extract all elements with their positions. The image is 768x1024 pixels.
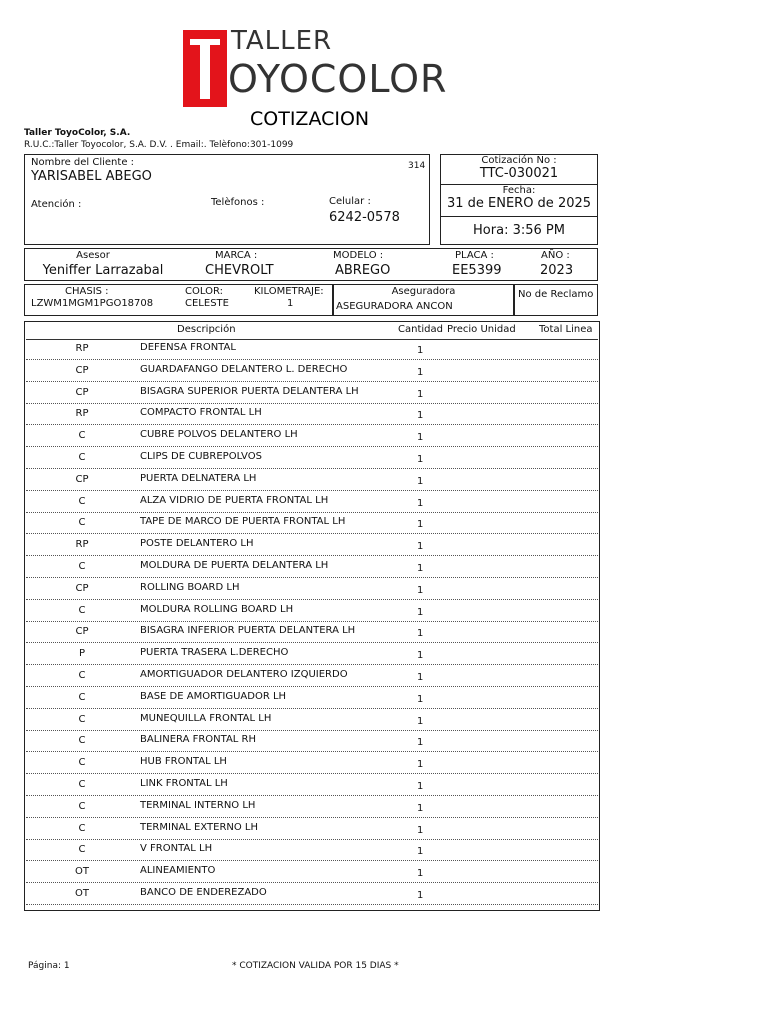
client-name: YARISABEL ABEGO xyxy=(31,169,152,184)
brand-label: MARCA : xyxy=(215,250,258,261)
item-code: C xyxy=(78,517,86,529)
advisor-value: Yeniffer Larrazabal xyxy=(42,263,164,278)
item-description: TERMINAL INTERNO LH xyxy=(140,799,256,811)
item-description: AMORTIGUADOR DELANTERO IZQUIERDO xyxy=(140,669,348,680)
model-label: MODELO : xyxy=(333,250,384,261)
cell-label: Celular : xyxy=(329,196,371,207)
item-quantity: 1 xyxy=(417,366,424,378)
plate-label: PLACA : xyxy=(455,250,494,261)
item-code: CP xyxy=(75,473,89,485)
km-value: 1 xyxy=(287,298,294,309)
col-header-total: Total Linea xyxy=(539,324,593,335)
row-divider xyxy=(26,381,598,382)
item-code: P xyxy=(78,648,86,660)
row-divider xyxy=(26,403,598,404)
client-code: 314 xyxy=(408,161,426,171)
year-value: 2023 xyxy=(540,263,574,278)
item-description: PUERTA DELNATERA LH xyxy=(140,472,257,484)
brand-value: CHEVROLT xyxy=(205,263,274,278)
item-quantity: 1 xyxy=(417,802,424,814)
item-description: ALINEAMIENTO xyxy=(140,865,216,877)
item-description: MUNEQUILLA FRONTAL LH xyxy=(140,712,272,724)
item-code: RP xyxy=(75,539,89,551)
item-code: C xyxy=(78,800,86,812)
item-description: CLIPS DE CUBREPOLVOS xyxy=(140,451,262,462)
row-divider xyxy=(26,555,598,556)
item-quantity: 1 xyxy=(417,890,424,901)
item-quantity: 1 xyxy=(417,693,424,705)
item-description: BASE DE AMORTIGUADOR LH xyxy=(140,690,287,702)
item-quantity: 1 xyxy=(417,345,424,356)
document-title: COTIZACION xyxy=(250,108,370,130)
item-quantity: 1 xyxy=(417,388,424,400)
item-description: CUBRE POLVOS DELANTERO LH xyxy=(140,429,298,441)
logo-taller-text: TALLER xyxy=(231,26,333,56)
item-description: DEFENSA FRONTAL xyxy=(140,342,236,353)
logo-name-text: OYOCOLOR xyxy=(228,57,448,101)
page-number: Página: 1 xyxy=(28,961,70,971)
item-code: CP xyxy=(75,626,89,638)
chassis-label: CHASIS : xyxy=(65,286,109,297)
client-box xyxy=(24,154,430,245)
item-description: V FRONTAL LH xyxy=(140,843,213,855)
row-divider xyxy=(26,424,598,425)
item-description: BISAGRA INFERIOR PUERTA DELANTERA LH xyxy=(140,625,356,637)
plate-value: EE5399 xyxy=(452,263,502,278)
item-code: C xyxy=(78,713,86,725)
item-code: OT xyxy=(75,888,89,899)
item-code: C xyxy=(78,822,86,834)
vehicle-box xyxy=(24,248,598,281)
item-description: COMPACTO FRONTAL LH xyxy=(140,407,262,419)
item-quantity: 1 xyxy=(417,497,424,509)
item-quantity: 1 xyxy=(417,584,424,596)
validity-note: * COTIZACION VALIDA POR 15 DIAS * xyxy=(232,961,399,971)
quote-number: TTC-030021 xyxy=(479,166,559,181)
model-value: ABREGO xyxy=(335,263,391,278)
item-code: C xyxy=(78,779,86,790)
row-divider xyxy=(26,730,598,731)
company-name: Taller ToyoColor, S.A. xyxy=(24,128,131,138)
color-value: CELESTE xyxy=(185,298,229,309)
item-description: TAPE DE MARCO DE PUERTA FRONTAL LH xyxy=(140,516,346,528)
item-quantity: 1 xyxy=(417,737,424,749)
item-code: CP xyxy=(75,386,89,398)
km-label: KILOMETRAJE: xyxy=(254,286,324,297)
item-code: C xyxy=(78,495,86,507)
chassis-value: LZWM1MGM1PGO18708 xyxy=(31,298,154,309)
chassis-box xyxy=(24,284,333,316)
item-quantity: 1 xyxy=(417,628,424,640)
item-quantity: 1 xyxy=(417,410,424,422)
item-code: C xyxy=(78,844,86,856)
row-divider xyxy=(26,904,598,905)
item-quantity: 1 xyxy=(417,715,424,727)
row-divider xyxy=(26,599,598,600)
item-quantity: 1 xyxy=(417,541,424,553)
item-description: BANCO DE ENDEREZADO xyxy=(140,887,267,898)
item-quantity: 1 xyxy=(417,606,424,618)
item-quantity: 1 xyxy=(417,454,424,465)
item-quantity: 1 xyxy=(417,759,424,771)
row-divider xyxy=(26,860,598,861)
item-description: HUB FRONTAL LH xyxy=(140,756,227,768)
item-quantity: 1 xyxy=(417,672,424,683)
col-header-unit-price: Precio Unidad xyxy=(447,324,516,335)
item-code: C xyxy=(78,670,86,681)
items-table xyxy=(24,321,600,911)
row-divider xyxy=(26,817,598,818)
row-divider xyxy=(26,686,598,687)
item-quantity: 1 xyxy=(417,824,424,836)
item-code: C xyxy=(78,561,86,572)
item-code: CP xyxy=(75,364,89,376)
item-description: PUERTA TRASERA L.DERECHO xyxy=(140,647,289,659)
date-label: Fecha: xyxy=(502,185,536,196)
row-divider xyxy=(26,490,598,491)
attention-label: Atención : xyxy=(31,199,82,210)
col-header-quantity: Cantidad xyxy=(398,324,443,335)
item-quantity: 1 xyxy=(417,475,424,487)
logo-mark xyxy=(183,30,227,107)
item-code: OT xyxy=(75,866,89,878)
row-divider xyxy=(26,795,598,796)
item-quantity: 1 xyxy=(417,563,424,574)
item-code: RP xyxy=(75,408,89,420)
item-quantity: 1 xyxy=(417,868,424,880)
item-quantity: 1 xyxy=(417,519,424,531)
advisor-label: Asesor xyxy=(76,250,110,261)
color-label: COLOR: xyxy=(185,286,223,297)
row-divider xyxy=(26,773,598,774)
item-code: C xyxy=(78,604,86,616)
row-divider xyxy=(26,708,598,709)
claim-box xyxy=(514,284,598,316)
item-description: LINK FRONTAL LH xyxy=(140,778,228,789)
company-info: R.U.C.:Taller Toyocolor, S.A. D.V. . Email:. Telèfono:301-1099 xyxy=(24,140,294,150)
item-description: POSTE DELANTERO LH xyxy=(140,538,254,550)
row-divider xyxy=(26,468,598,469)
item-code: C xyxy=(78,430,86,442)
item-description: ALZA VIDRIO DE PUERTA FRONTAL LH xyxy=(140,494,329,506)
quote-box xyxy=(440,154,598,245)
row-divider xyxy=(26,359,598,360)
insurer-box xyxy=(333,284,514,316)
row-divider xyxy=(26,446,598,447)
year-label: AÑO : xyxy=(541,250,570,261)
item-description: BISAGRA SUPERIOR PUERTA DELANTERA LH xyxy=(140,385,359,397)
item-code: C xyxy=(78,757,86,769)
row-divider xyxy=(26,839,598,840)
item-description: BALINERA FRONTAL RH xyxy=(140,734,257,746)
item-code: CP xyxy=(75,582,89,594)
item-quantity: 1 xyxy=(417,650,424,662)
item-quantity: 1 xyxy=(417,432,424,444)
item-description: MOLDURA DE PUERTA DELANTERA LH xyxy=(140,560,329,571)
item-code: C xyxy=(78,691,86,703)
row-divider xyxy=(26,621,598,622)
row-divider xyxy=(26,664,598,665)
row-divider xyxy=(26,882,598,883)
date-value: 31 de ENERO de 2025 xyxy=(446,196,592,211)
item-description: GUARDAFANGO DELANTERO L. DERECHO xyxy=(140,363,348,375)
item-description: ROLLING BOARD LH xyxy=(140,581,240,593)
time-value: Hora: 3:56 PM xyxy=(473,223,565,238)
phones-label: Telèfonos : xyxy=(211,197,265,208)
item-code: RP xyxy=(75,343,89,354)
insurer-value: ASEGURADORA ANCON xyxy=(336,301,453,312)
claim-label: No de Reclamo xyxy=(518,289,594,300)
insurer-label: Aseguradora xyxy=(391,286,456,297)
col-header-description: Descripción xyxy=(177,324,236,335)
item-quantity: 1 xyxy=(417,781,424,792)
item-quantity: 1 xyxy=(417,846,424,858)
quote-number-label: Cotización No : xyxy=(481,155,557,166)
row-divider xyxy=(26,533,598,534)
cell-value: 6242-0578 xyxy=(329,210,400,225)
item-description: TERMINAL EXTERNO LH xyxy=(140,821,259,833)
row-divider xyxy=(26,751,598,752)
item-description: MOLDURA ROLLING BOARD LH xyxy=(140,603,294,615)
row-divider xyxy=(26,512,598,513)
item-code: C xyxy=(78,735,86,747)
item-code: C xyxy=(78,452,86,463)
client-name-label: Nombre del Cliente : xyxy=(31,157,135,168)
row-divider xyxy=(26,642,598,643)
row-divider xyxy=(26,577,598,578)
